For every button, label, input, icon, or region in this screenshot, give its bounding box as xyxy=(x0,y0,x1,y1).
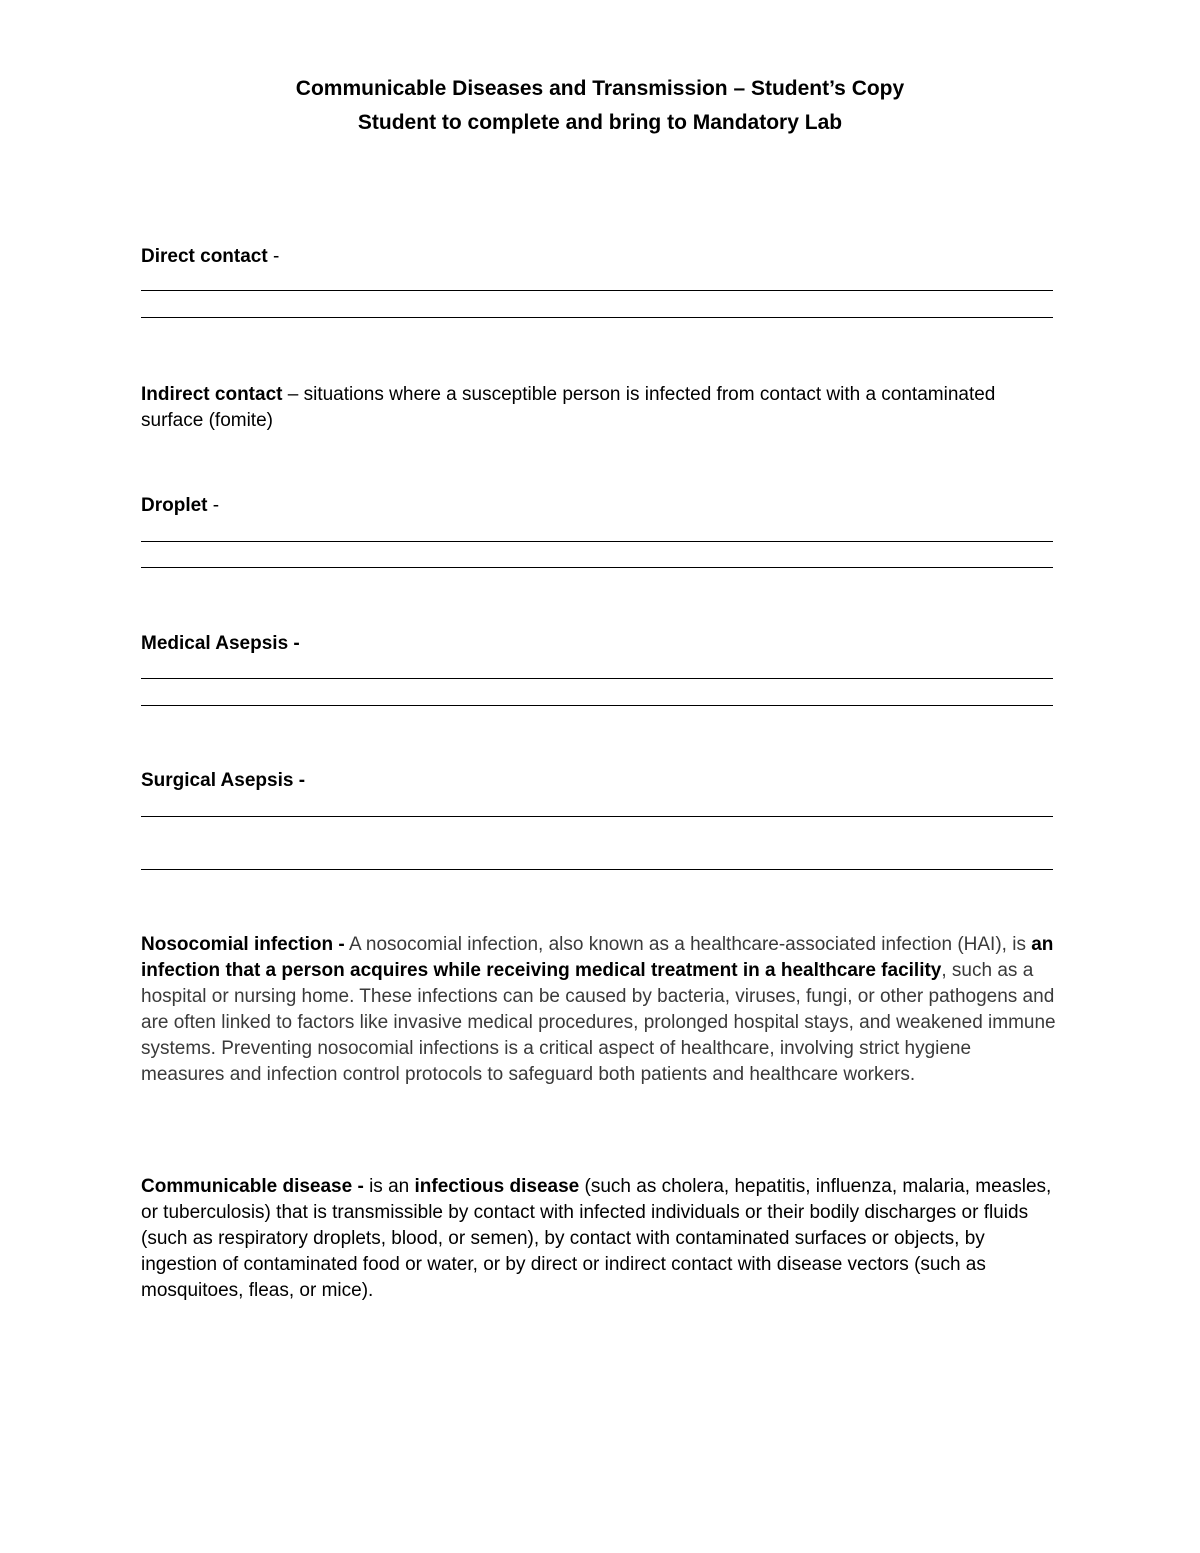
medical-asepsis-heading xyxy=(141,631,1057,657)
communicable-disease-text-2: (such as cholera, hepatitis, influenza, malaria, measles, or tuberculosis) that is transmissible by contact with infected individuals or their bodily discharges or fluids (such as respiratory droplets, blood, or semen), by contact with contaminated surfaces or objects, by ingestion of contaminated food or water, or by direct or indirect contact with disease vectors (such as mosquitoes, fleas, or mice). xyxy=(141,1176,1052,1301)
direct-contact-separator: - xyxy=(267,246,280,267)
indirect-contact-term: Indirect contact xyxy=(141,384,283,405)
nosocomial-infection-text-1: A nosocomial infection, also known as a healthcare-associated infection (HAI), is xyxy=(344,934,1032,955)
page-title: Communicable Diseases and Transmission – Student’s Copy xyxy=(295,77,905,100)
communicable-disease-term: Communicable disease - xyxy=(141,1176,364,1197)
communicable-disease-paragraph xyxy=(141,1174,1057,1304)
indirect-contact-paragraph xyxy=(141,382,1057,434)
surgical-asepsis-answer-line-1[interactable] xyxy=(141,816,1053,817)
droplet-answer-line-1[interactable] xyxy=(141,541,1053,542)
communicable-disease-text-1: is an xyxy=(363,1176,415,1197)
nosocomial-infection-emphasis: an infection that a person acquires while receiving medical treatment in a healthcare facility xyxy=(141,934,1054,981)
surgical-asepsis-term: Surgical Asepsis - xyxy=(141,770,306,791)
surgical-asepsis-heading xyxy=(141,768,1057,794)
title-block xyxy=(0,72,1200,140)
communicable-disease-emphasis: infectious disease xyxy=(414,1176,580,1197)
droplet-heading xyxy=(141,493,1057,519)
nosocomial-infection-paragraph xyxy=(141,932,1057,1088)
droplet-term: Droplet xyxy=(141,495,208,516)
direct-contact-answer-line-2[interactable] xyxy=(141,317,1053,318)
medical-asepsis-answer-line-1[interactable] xyxy=(141,678,1053,679)
nosocomial-infection-text-2: , such as a hospital or nursing home. These infections can be caused by bacteria, viruses, fungi, or other pathogens and are often linked to factors like invasive medical procedures, prolonged hospital stays, and weakened immune systems. Preventing nosocomial infections is a critical aspect of healthcare, involving strict hygiene measures and infection control protocols to safeguard both patients and healthcare workers. xyxy=(141,960,1056,1085)
direct-contact-answer-line-1[interactable] xyxy=(141,290,1053,291)
droplet-separator: - xyxy=(207,495,220,516)
page-subtitle: Student to complete and bring to Mandatory Lab xyxy=(357,111,843,134)
droplet-answer-line-2[interactable] xyxy=(141,567,1053,568)
medical-asepsis-term: Medical Asepsis - xyxy=(141,633,300,654)
nosocomial-infection-term: Nosocomial infection - xyxy=(141,934,345,955)
surgical-asepsis-answer-line-2[interactable] xyxy=(141,869,1053,870)
medical-asepsis-answer-line-2[interactable] xyxy=(141,705,1053,706)
indirect-contact-definition: – situations where a susceptible person is infected from contact with a contaminated surface (fomite) xyxy=(141,384,996,431)
direct-contact-term: Direct contact xyxy=(141,246,268,267)
direct-contact-heading xyxy=(141,244,1057,270)
